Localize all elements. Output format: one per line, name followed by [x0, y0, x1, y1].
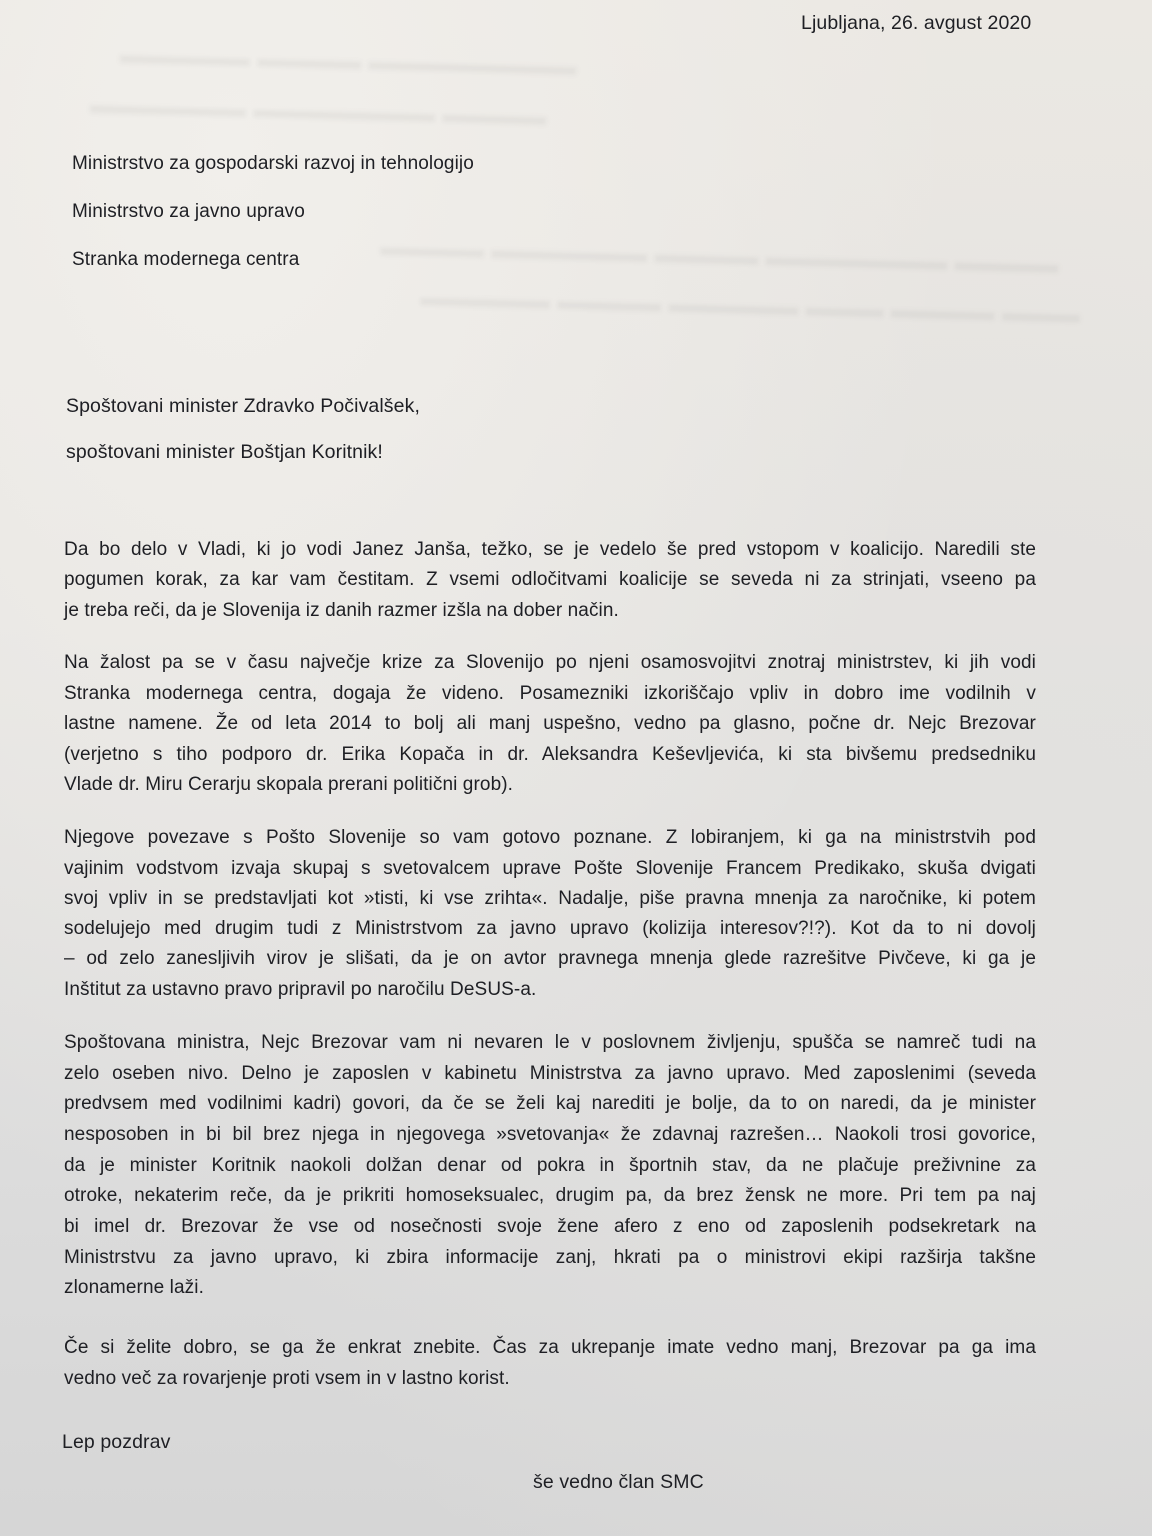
paragraph-line: svoj vpliv in se predstavljati kot »tisti, ki vse zrihta«. Nadalje, piše pravna mnenja za naročnike, ki potem	[64, 888, 1036, 909]
paragraph-line: zlonamerne laži.	[64, 1277, 204, 1298]
closing-line: Lep pozdrav	[62, 1431, 171, 1453]
letter-date: Ljubljana, 26. avgust 2020	[801, 12, 1032, 34]
paragraph-line: Da bo delo v Vladi, ki jo vodi Janez Janša, težko, se je vedelo še pred vstopom v koalicijo. Naredili ste	[64, 539, 1036, 560]
paragraph-line: da je minister Koritnik naokoli dolžan denar od pokra in športnih stav, da ne plačuje preživnine za	[64, 1155, 1036, 1176]
paragraph-line: Ministrstvu za javno upravo, ki zbira informacije zanj, hkrati pa o ministrovi ekipi razširja takšne	[64, 1247, 1036, 1268]
paragraph-line: predvsem med vodilnimi kadri) govori, da če se želi kaj narediti je bolje, da to on naredi, da je minister	[64, 1093, 1036, 1114]
paragraph-line: – od zelo zanesljivih virov je slišati, da je on avtor pravnega mnenja glede razrešitve Pivčeve, ki ga je	[64, 948, 1036, 969]
recipient-line: Ministrstvo za gospodarski razvoj in tehnologijo	[72, 153, 474, 174]
paragraph-line: sodelujejo med drugim tudi z Ministrstvom za javno upravo (kolizija interesov?!?). Kot da to ni dovolj	[64, 918, 1036, 939]
salutation-line: spoštovani minister Boštjan Koritnik!	[66, 441, 383, 463]
paragraph-line: Inštitut za ustavno pravo pripravil po naročilu DeSUS-a.	[64, 979, 537, 1000]
signature-line: še vedno član SMC	[533, 1471, 704, 1493]
bleed-through-text: ▬▬▬▬▬▬ ▬▬▬▬▬▬▬ ▬▬▬▬	[89, 89, 547, 131]
paragraph-line: vajinim vodstvom izvaja skupaj s svetovalcem uprave Pošte Slovenije Francem Predikako, skuša dvigati	[64, 858, 1036, 879]
bleed-through-text: ▬▬▬▬▬ ▬▬▬▬ ▬▬▬▬▬ ▬▬▬ ▬▬▬▬ ▬▬▬	[419, 281, 1081, 329]
paragraph-line: je treba reči, da je Slovenija iz danih razmer izšla na dober način.	[64, 600, 619, 621]
recipient-line: Ministrstvo za javno upravo	[72, 201, 305, 222]
paragraph-line: bi imel dr. Brezovar že vse od nosečnosti svoje žene afero z eno od zaposlenih podsekretark na	[64, 1216, 1036, 1237]
paragraph-line: Na žalost pa se v času največje krize za Slovenijo po njeni osamosvojitvi znotraj ministrstev, ki jih vodi	[64, 652, 1036, 673]
paragraph-line: zelo oseben nivo. Delno je zaposlen v kabinetu Ministrstva za javno upravo. Med zaposlenimi (seveda	[64, 1063, 1036, 1084]
paragraph-line: nesposoben in bi bil brez njega in njegovega »svetovanja« že zdavnaj razrešen… Naokoli trosi govorice,	[64, 1124, 1036, 1145]
paragraph-line: otroke, nekaterim reče, da je prikriti homoseksualec, drugim pa, da brez žensk ne more. Pri tem pa naj	[64, 1185, 1036, 1206]
bleed-through-text: ▬▬▬▬ ▬▬▬▬▬▬ ▬▬▬▬ ▬▬▬▬▬▬▬ ▬▬▬▬	[379, 231, 1060, 279]
paragraph-line: Vlade dr. Miru Cerarju skopala prerani politični grob).	[64, 774, 514, 795]
salutation-line: Spoštovani minister Zdravko Počivalšek,	[66, 395, 420, 417]
paragraph-line: Če si želite dobro, se ga že enkrat znebite. Čas za ukrepanje imate vedno manj, Brezovar pa ga ima	[64, 1337, 1036, 1358]
paragraph-line: (verjetno s tiho podporo dr. Erika Kopača in dr. Aleksandra Keševljevića, ki sta bivšemu predsedniku	[64, 744, 1036, 765]
paragraph-line: Spoštovana ministra, Nejc Brezovar vam ni nevaren le v poslovnem življenju, spušča se namreč tudi na	[64, 1032, 1036, 1053]
paragraph-line: vedno več za rovarjenje proti vsem in v lastno korist.	[64, 1368, 510, 1389]
paragraph-line: Njegove povezave s Pošto Slovenije so vam gotovo poznane. Z lobiranjem, ki ga na ministrstvih pod	[64, 827, 1036, 848]
recipient-line: Stranka modernega centra	[72, 249, 300, 270]
paragraph-line: pogumen korak, za kar vam čestitam. Z vsemi odločitvami koalicije se seveda ni za strinjati, vseeno pa	[64, 569, 1036, 590]
paragraph-line: Stranka modernega centra, dogaja že videno. Posamezniki izkoriščajo vpliv in dobro ime vodilnih v	[64, 683, 1036, 704]
paragraph-line: lastne namene. Že od leta 2014 to bolj ali manj uspešno, vedno pa glasno, počne dr. Nejc Brezovar	[64, 713, 1036, 734]
bleed-through-text: ▬▬▬▬▬ ▬▬▬▬ ▬▬▬▬▬▬▬▬	[119, 39, 577, 81]
